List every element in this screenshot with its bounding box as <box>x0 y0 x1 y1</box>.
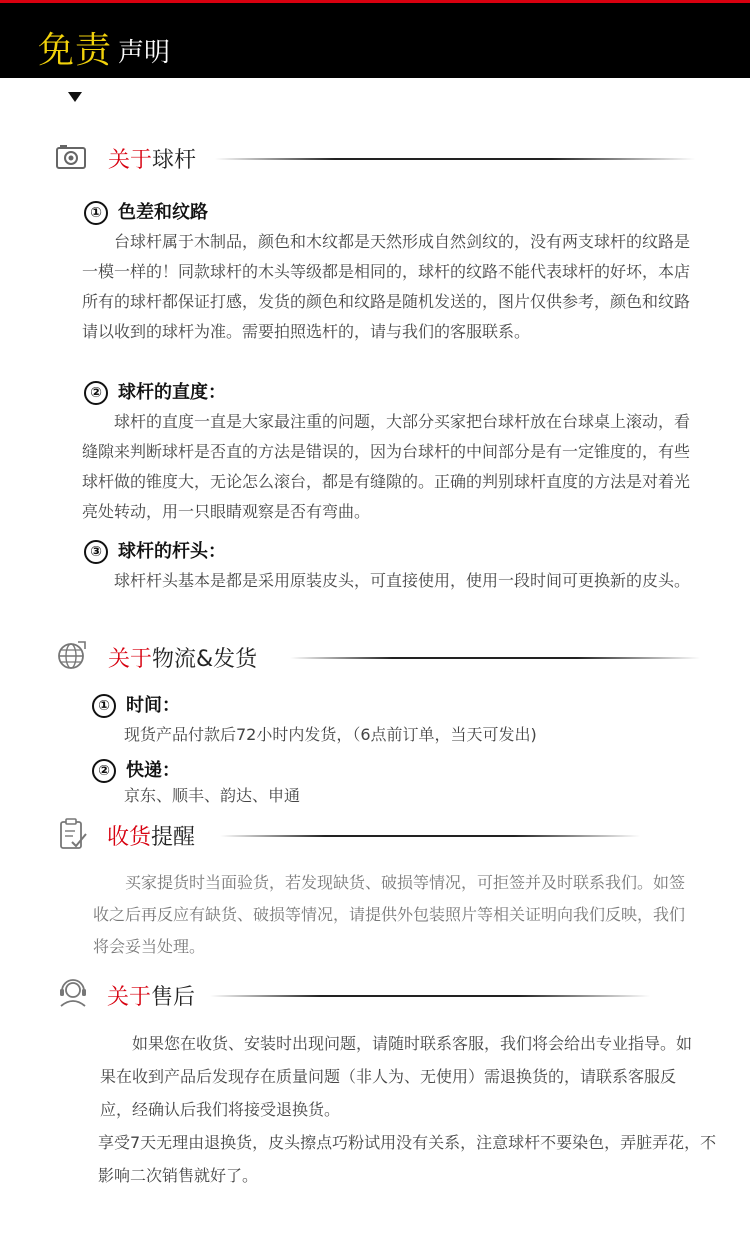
item-head-courier <box>92 756 180 783</box>
item-head-tip <box>84 537 226 564</box>
section-title-logistics <box>108 642 257 673</box>
section-title-rest: 球杆 <box>152 148 197 173</box>
item-body-courier: 京东、顺丰、韵达、申通 <box>124 786 301 805</box>
item-body-tip: 球杆杆头基本是都是采用原装皮头，可直接使用，使用一段时间可更换新的皮头。 <box>114 571 691 590</box>
item-body-color: 台球杆属于木制品，颜色和木纹都是天然形成自然剑纹的，没有两支球杆的纹路是一模一样的！同款球杆的木头等级都是相同的，球杆的纹路不能代表球杆的好坏，本店所有的球杆都保证打感，发货的颜色和纹路是随机发送的，图片仅供参考，颜色和纹路请以收到的球杆为准。需要拍照选杆的，请与我们的客服联系。 <box>82 232 691 341</box>
header-title-highlight: 免责 <box>38 30 113 71</box>
item-number: ② <box>92 759 116 783</box>
section-title-rest: 售后 <box>151 985 196 1010</box>
item-head-color <box>84 198 208 225</box>
section-divider <box>290 657 700 659</box>
item-body-time: 现货产品付款后72小时内发货，（6点前订单，当天可发出) <box>124 725 537 744</box>
item-head-label: 快递： <box>126 760 180 781</box>
headset-icon <box>57 976 89 1008</box>
section-divider <box>215 158 695 160</box>
item-body-straightness: 球杆的直度一直是大家最注重的问题，大部分买家把台球杆放在台球桌上滚动，看缝隙来判断球杆是否直的方法是错误的，因为台球杆的中间部分是有一定锥度的，有些球杆做的锥度大，无论怎么滚台，都是有缝隙的。正确的判别球杆直度的方法是对着光亮处转动，用一只眼睛观察是否有弯曲。 <box>82 412 691 521</box>
section-divider <box>210 995 650 997</box>
aftersale-body-2: 享受7天无理由退换货，皮头擦点巧粉试用没有关系，注意球杆不要染色，弄脏弄花，不影响二次销售就好了。 <box>98 1133 717 1185</box>
header-banner <box>0 0 750 78</box>
header-red-line <box>0 0 750 3</box>
header-title: 声明 <box>118 38 171 68</box>
item-number: ③ <box>84 540 108 564</box>
item-head-time <box>92 691 180 718</box>
section-title-receipt <box>107 820 195 851</box>
clipboard-check-icon <box>58 818 88 850</box>
down-triangle-icon <box>68 92 82 102</box>
globe-icon <box>56 640 86 670</box>
section-title-rest: 提醒 <box>151 825 196 850</box>
item-head-label: 球杆的杆头： <box>118 541 226 562</box>
section-title-red: 关于 <box>108 148 153 173</box>
item-number: ① <box>92 694 116 718</box>
camera-icon <box>56 144 86 170</box>
item-head-label: 时间： <box>126 695 180 716</box>
item-head-label: 球杆的直度： <box>118 382 226 403</box>
section-title-red: 关于 <box>107 985 152 1010</box>
receipt-body: 买家提货时当面验货，若发现缺货、破损等情况，可拒签并及时联系我们。如签收之后再反应有缺货、破损等情况，请提供外包装照片等相关证明向我们反映，我们将会妥当处理。 <box>93 873 686 956</box>
aftersale-body-1: 如果您在收货、安装时出现问题，请随时联系客服，我们将会给出专业指导。如果在收到产品后发现存在质量问题（非人为、无使用）需退换货的，请联系客服反应，经确认后我们将接受退换货。 <box>100 1034 693 1119</box>
item-head-label: 色差和纹路 <box>118 202 208 223</box>
section-title-red: 收货 <box>107 825 152 850</box>
section-title-rest: 物流&发货 <box>152 647 258 672</box>
section-title-aftersale <box>107 980 195 1011</box>
item-head-straightness <box>84 378 226 405</box>
section-title-red: 关于 <box>108 647 153 672</box>
section-divider <box>220 835 640 837</box>
section-title-cue <box>108 143 196 174</box>
item-number: ① <box>84 201 108 225</box>
item-number: ② <box>84 381 108 405</box>
